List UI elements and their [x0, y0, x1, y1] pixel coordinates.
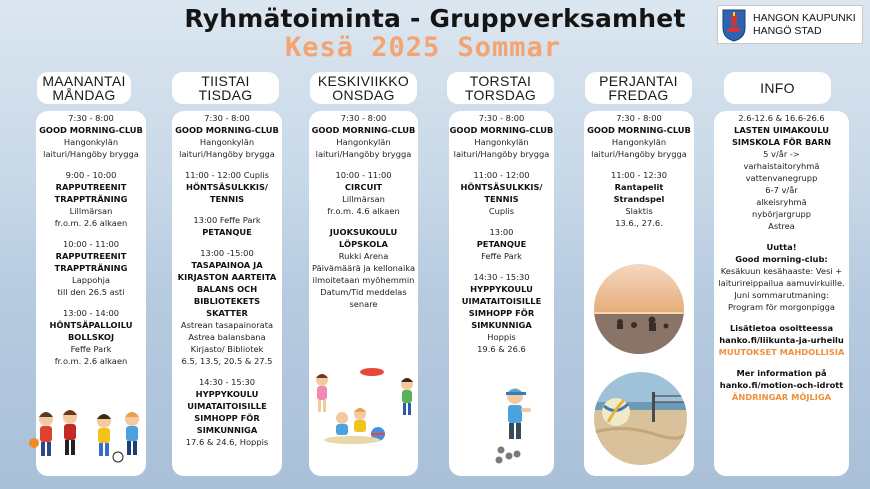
day-name-sv: FREDAG	[608, 87, 669, 103]
day-name-fi: TORSTAI	[469, 73, 532, 89]
detail-text: 9:00 - 10:00	[65, 170, 117, 180]
detail-text: 5 v/år ->	[763, 149, 800, 159]
detail-text: 7:30 - 8:00	[204, 113, 250, 123]
changes-notice: ÄNDRINGAR MÖJLIGA	[731, 392, 832, 402]
detail-text: 11:00 - 12:00	[473, 170, 530, 180]
detail-text: ilmoitetaan myöhemmin	[312, 275, 415, 285]
activity-name: PETANQUE	[476, 239, 527, 249]
header-thursday	[447, 72, 554, 104]
detail-text: 13:00 - 14:00	[62, 308, 120, 318]
activity-name: Rantapelit	[614, 182, 664, 192]
detail-text: Lillmärsan	[342, 194, 385, 204]
detail-text: Hangonkylän	[63, 137, 119, 147]
detail-text: Hangonkylän	[611, 137, 667, 147]
activity-name: UIMATAITOISILLE	[461, 296, 542, 306]
detail-text: vattenvanegrupp	[745, 173, 818, 183]
detail-text: 7:30 - 8:00	[616, 113, 662, 123]
activity-name: RAPPUTREENIT	[55, 251, 127, 261]
day-name-sv: MÅNDAG	[52, 87, 116, 103]
detail-text: 14:30 - 15:30	[473, 272, 530, 282]
detail-text: 6.5, 13.5, 20.5 & 27.5	[181, 356, 273, 366]
detail-text: Datum/Tid meddelas	[320, 287, 407, 297]
beach-volleyball-photo	[594, 372, 687, 465]
activity-name: SIMHOPP FÖR	[194, 413, 260, 423]
detail-text: Rukki Arena	[338, 251, 389, 261]
activity-name: TRAPPTRÄNING	[54, 263, 128, 273]
detail-text: laituri/Hangöby brygga	[453, 149, 550, 159]
day-name-fi: MAANANTAI	[42, 73, 126, 89]
detail-text: 13:00 Feffe Park	[193, 215, 261, 225]
activity-name: PETANQUE	[202, 227, 252, 237]
activity-name: Strandspel	[613, 194, 665, 204]
activity-name: LÖPSKOLA	[339, 239, 388, 249]
city-logo	[717, 5, 863, 44]
detail-text: varhaistaitoryhmä	[743, 161, 820, 171]
spacer	[36, 160, 146, 169]
detail-text: till den 26.5 asti	[57, 287, 125, 297]
detail-text: 6-7 v/år	[765, 185, 798, 195]
activity-name: HYPPYKOULU	[470, 284, 533, 294]
spacer	[309, 217, 418, 226]
detail-text: Cuplis	[488, 206, 515, 216]
spacer	[714, 358, 849, 367]
sunset-swimming-photo	[594, 264, 684, 354]
spacer	[172, 160, 282, 169]
spacer	[309, 160, 418, 169]
detail-text: 19.6 & 26.6	[477, 344, 526, 354]
activity-name: HÖNTSÄPALLOILU	[49, 320, 133, 330]
activity-name: SIMKUNNIGA	[471, 320, 532, 330]
activity-name: Uutta!	[766, 242, 797, 252]
detail-text: fr.o.m. 2.6 alkaen	[54, 218, 128, 228]
detail-text: Hangonkylän	[474, 137, 529, 147]
spacer	[449, 262, 554, 271]
day-name-fi: KESKIVIIKKO	[317, 73, 410, 89]
changes-notice: MUUTOKSET MAHDOLLISIA	[718, 347, 845, 357]
activity-name: GOOD MORNING-CLUB	[311, 125, 416, 135]
activity-name: SIMHOPP FÖR	[468, 308, 535, 318]
activity-name: HYPPYKOULU	[195, 389, 259, 399]
day-name-sv: TISDAG	[198, 87, 253, 103]
activity-name: TRAPPTRÄNING	[54, 194, 128, 204]
detail-text: laituri/Hangöby brygga	[43, 149, 139, 159]
detail-text: 2.6-12.6 & 16.6-26.6	[738, 113, 825, 123]
activity-name: Good morning-club:	[735, 254, 828, 264]
activity-name: HÖNTSÄSULKKIS/	[460, 182, 543, 192]
column-tuesday	[172, 111, 282, 476]
detail-text: laituri/Hangöby brygga	[591, 149, 687, 159]
activity-name: JUOKSUKOULU	[329, 227, 398, 237]
column-info	[714, 111, 849, 476]
activity-name: GOOD MORNING-CLUB	[175, 125, 279, 135]
detail-text: Kesäkuun kesähaaste: Vesi +	[720, 266, 843, 276]
spacer	[714, 232, 849, 241]
detail-text: Kirjasto/ Bibliotek	[190, 344, 264, 354]
petanque-player-illustration	[493, 384, 539, 464]
day-name-fi: TIISTAI	[201, 73, 250, 89]
spacer	[172, 238, 282, 247]
spacer	[449, 217, 554, 226]
activity-name: GOOD MORNING-CLUB	[449, 125, 554, 135]
page-title: Ryhmätoiminta - Gruppverksamhet	[184, 4, 686, 33]
children-soccer-illustration	[26, 405, 148, 467]
day-name-sv: TORSDAG	[464, 87, 537, 103]
detail-text: fr.o.m. 2.6 alkaen	[54, 356, 128, 366]
activity-name: hanko.fi/motion-och-idrott	[719, 380, 844, 390]
detail-text: senare	[349, 299, 378, 309]
detail-text: Hangonkylän	[199, 137, 255, 147]
detail-text: laituri/Hangöby brygga	[315, 149, 412, 159]
spacer	[172, 367, 282, 376]
activity-name: UIMATAITOISILLE	[187, 401, 267, 411]
detail-text: Feffe Park	[481, 251, 522, 261]
activity-name: GOOD MORNING-CLUB	[587, 125, 691, 135]
activity-name: CIRCUIT	[344, 182, 383, 192]
activity-name: hanko.fi/liikunta-ja-urheilu	[719, 335, 844, 345]
activity-name: RAPPUTREENIT	[55, 182, 127, 192]
detail-text: 13:00 -15:00	[200, 248, 254, 258]
detail-text: Juni sommarutmaning:	[734, 290, 829, 300]
detail-text: Program för morgonpigga	[728, 302, 835, 312]
logo-line-1: HANGON KAUPUNKI	[753, 11, 856, 24]
activity-name: TASAPAINOA JA	[191, 260, 263, 270]
detail-text: nybörjargrupp	[751, 209, 812, 219]
logo-line-2: HANGÖ STAD	[753, 24, 822, 37]
header-tuesday	[172, 72, 279, 104]
info-title: INFO	[760, 80, 795, 96]
activity-name: Lisätietoa osoitteessa	[729, 323, 834, 333]
detail-text: 11:00 - 12:00 Cuplis	[185, 170, 269, 180]
detail-text: Päivämäärä ja kellonaika	[311, 263, 416, 273]
detail-text: Hangonkylän	[336, 137, 391, 147]
detail-text: Hoppis	[487, 332, 516, 342]
detail-text: 7:30 - 8:00	[340, 113, 387, 123]
detail-text: 7:30 - 8:00	[478, 113, 525, 123]
activity-name: BIBLIOTEKETS SKATTER	[193, 296, 261, 318]
city-crest-icon	[721, 8, 747, 42]
spacer	[449, 160, 554, 169]
activity-name: BOLLSKOJ	[67, 332, 115, 342]
kids-playing-illustration	[310, 362, 418, 446]
day-name-fi: PERJANTAI	[599, 73, 678, 89]
detail-text: Lappohja	[72, 275, 110, 285]
detail-text: laituri/Hangöby brygga	[179, 149, 275, 159]
spacer	[36, 298, 146, 307]
detail-text: 13:00	[489, 227, 514, 237]
activity-name: KIRJASTON AARTEITA	[177, 272, 277, 282]
header-friday	[585, 72, 692, 104]
header-info	[724, 72, 831, 104]
detail-text: 11:00 - 12:30	[610, 170, 668, 180]
activity-name: Mer information på	[736, 368, 827, 378]
detail-text: Astrean tasapainorata	[180, 320, 274, 330]
activity-name: SIMSKOLA FÖR BARN	[731, 137, 832, 147]
detail-text: fr.o.m. 4.6 alkaen	[327, 206, 400, 216]
detail-text: 7:30 - 8:00	[68, 113, 114, 123]
detail-text: laiturireippailua aamuvirkuille.	[718, 278, 845, 288]
activity-name: HÖNTSÄSULKKIS/	[186, 182, 268, 192]
spacer	[36, 229, 146, 238]
page-subtitle: Kesä 2025 Sommar	[284, 32, 562, 63]
header-wednesday	[310, 72, 417, 104]
detail-text: 14:30 - 15:30	[198, 377, 256, 387]
detail-text: Astrea balansbana	[188, 332, 266, 342]
detail-text: 10:00 - 11:00	[62, 239, 120, 249]
spacer	[172, 205, 282, 214]
detail-text: 13.6., 27.6.	[615, 218, 663, 228]
detail-text: alkeisryhmä	[756, 197, 807, 207]
detail-text: Lillmärsan	[69, 206, 113, 216]
activity-name: TENNIS	[484, 194, 519, 204]
day-name-sv: ONSDAG	[332, 87, 395, 103]
detail-text: Astrea	[768, 221, 795, 231]
activity-name: SIMKUNNIGA	[196, 425, 258, 435]
activity-name: GOOD MORNING-CLUB	[39, 125, 143, 135]
header-monday	[37, 72, 131, 104]
detail-text: Feffe Park	[70, 344, 112, 354]
detail-text: 10:00 - 11:00	[335, 170, 392, 180]
spacer	[584, 160, 694, 169]
activity-name: LASTEN UIMAKOULU	[734, 125, 829, 135]
spacer	[714, 313, 849, 322]
detail-text: 17.6 & 24.6, Hoppis	[185, 437, 269, 447]
detail-text: Slaktis	[625, 206, 653, 216]
activity-name: TENNIS	[209, 194, 245, 204]
activity-name: BALANS OCH	[196, 284, 258, 294]
